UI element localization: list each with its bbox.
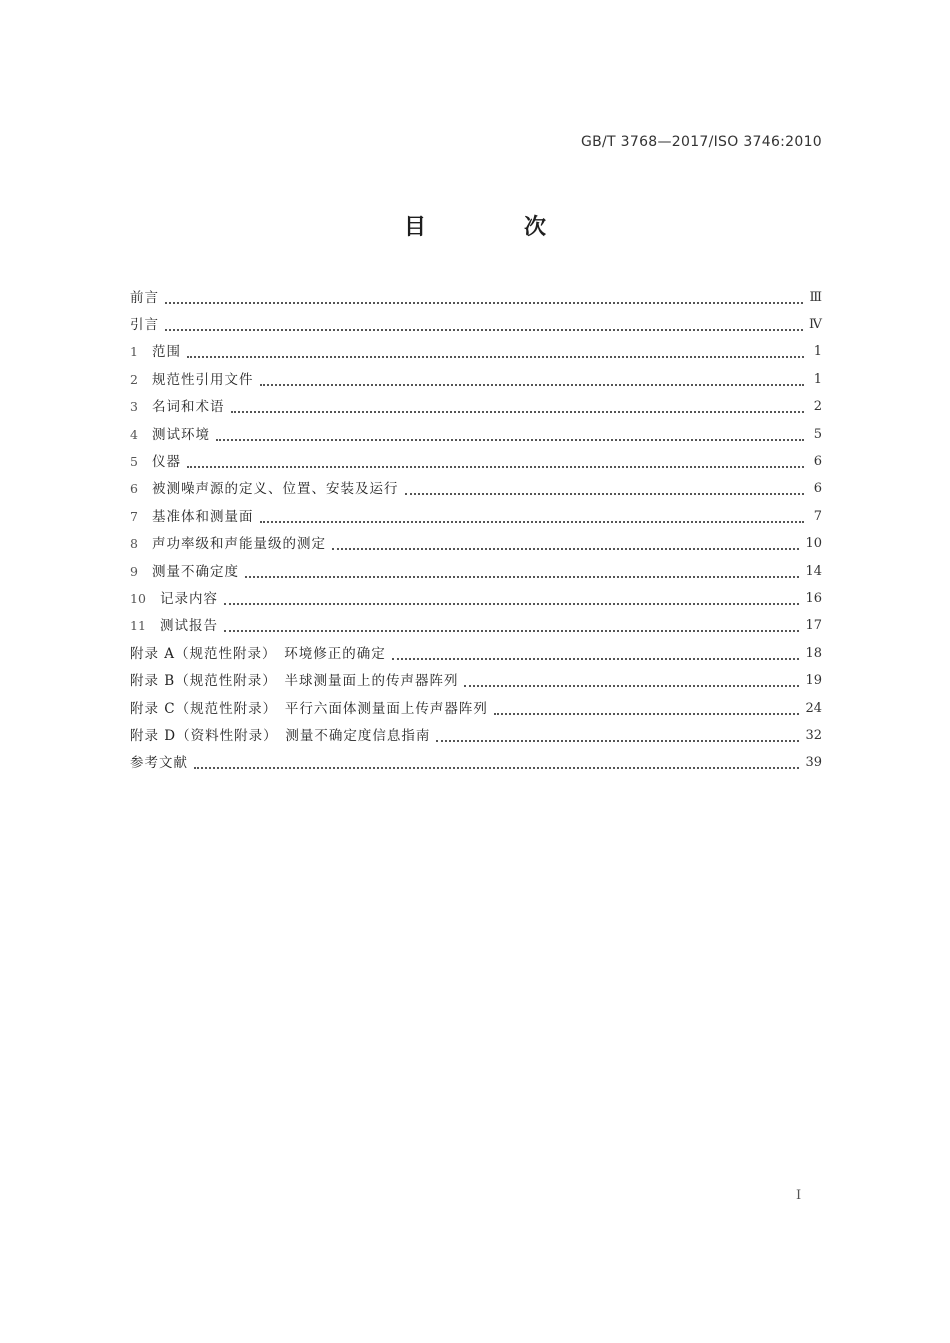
toc-entry-label: 前言: [130, 289, 159, 306]
toc-entry-label: 规范性引用文件: [152, 371, 254, 388]
toc-entry-page: 32: [805, 727, 822, 743]
toc-entry-page: Ⅳ: [809, 317, 822, 333]
toc-entry-page: 24: [805, 700, 822, 716]
dot-leader: [464, 683, 799, 687]
toc-entry-label: 名词和术语: [152, 399, 225, 416]
toc-entry-label: 测试环境: [152, 426, 210, 443]
dot-leader: [165, 327, 803, 331]
toc-entry-label: 测试报告: [160, 618, 218, 635]
toc-entry-number: 8: [130, 536, 138, 552]
toc-entry-annex-d[interactable]: [130, 722, 822, 749]
dot-leader: [332, 546, 799, 550]
table-of-contents: [130, 284, 822, 777]
toc-entry-10[interactable]: [130, 585, 822, 612]
toc-entry-label: 声功率级和声能量级的测定: [152, 536, 326, 553]
dot-leader: [392, 656, 800, 660]
toc-entry-number: 9: [130, 563, 138, 579]
toc-entry-page: 1: [813, 371, 822, 387]
toc-entry-page: 17: [805, 618, 822, 634]
toc-entry-label: 引言: [130, 317, 159, 334]
dot-leader: [224, 601, 799, 605]
page-number: I: [796, 1188, 802, 1203]
toc-entry-label: 基准体和测量面: [152, 508, 254, 525]
toc-entry-number: 11: [130, 618, 146, 634]
dot-leader: [231, 409, 805, 413]
toc-entry-label: 附录 D（资料性附录） 测量不确定度信息指南: [130, 727, 431, 744]
toc-entry-number: 2: [130, 371, 138, 387]
toc-entry-number: 1: [130, 344, 138, 360]
toc-entry-annex-a[interactable]: [130, 640, 822, 667]
toc-entry-page: 39: [805, 755, 822, 771]
toc-entry-5[interactable]: [130, 448, 822, 475]
toc-entry-9[interactable]: [130, 558, 822, 585]
toc-entry-page: 1: [813, 344, 822, 360]
toc-entry-11[interactable]: [130, 613, 822, 640]
toc-entry-label: 范围: [152, 344, 181, 361]
dot-leader: [405, 491, 805, 495]
toc-entry-page: 2: [813, 399, 822, 415]
toc-entry-label: 仪器: [152, 454, 181, 471]
dot-leader: [216, 437, 804, 441]
toc-entry-page: 14: [805, 563, 822, 579]
toc-entry-page: 10: [805, 536, 822, 552]
toc-entry-page: 6: [813, 481, 822, 497]
toc-entry-number: 10: [130, 590, 146, 606]
toc-entry-number: 3: [130, 399, 138, 415]
dot-leader: [436, 738, 799, 742]
toc-entry-preface[interactable]: [130, 284, 822, 311]
toc-entry-number: 7: [130, 508, 138, 524]
toc-entry-page: 7: [813, 508, 822, 524]
toc-entry-page: 18: [805, 645, 822, 661]
toc-entry-page: 6: [813, 454, 822, 470]
toc-entry-page: Ⅲ: [809, 289, 822, 305]
toc-entry-6[interactable]: [130, 476, 822, 503]
toc-entry-number: 5: [130, 454, 138, 470]
toc-entry-label: 参考文献: [130, 755, 188, 772]
toc-entry-page: 19: [805, 673, 822, 689]
dot-leader: [260, 519, 805, 523]
dot-leader: [194, 765, 799, 769]
toc-entry-annex-b[interactable]: [130, 667, 822, 694]
dot-leader: [245, 574, 799, 578]
dot-leader: [165, 300, 803, 304]
toc-entry-annex-c[interactable]: [130, 695, 822, 722]
dot-leader: [187, 464, 804, 468]
toc-entry-number: 6: [130, 481, 138, 497]
dot-leader: [187, 354, 804, 358]
toc-entry-introduction[interactable]: [130, 311, 822, 338]
toc-entry-1[interactable]: [130, 339, 822, 366]
toc-entry-bibliography[interactable]: [130, 750, 822, 777]
page-title: 目 次: [403, 215, 584, 240]
toc-entry-label: 记录内容: [160, 590, 218, 607]
toc-entry-label: 测量不确定度: [152, 563, 239, 580]
dot-leader: [494, 711, 800, 715]
toc-entry-label: 附录 A（规范性附录） 环境修正的确定: [130, 645, 386, 662]
standard-code: GB/T 3768—2017/ISO 3746:2010: [580, 134, 822, 150]
toc-entry-page: 16: [805, 590, 822, 606]
dot-leader: [224, 628, 799, 632]
toc-entry-page: 5: [813, 426, 822, 442]
toc-entry-number: 4: [130, 426, 138, 442]
toc-entry-7[interactable]: [130, 503, 822, 530]
dot-leader: [260, 382, 805, 386]
toc-entry-4[interactable]: [130, 421, 822, 448]
toc-entry-label: 被测噪声源的定义、位置、安装及运行: [152, 481, 399, 498]
toc-entry-8[interactable]: [130, 531, 822, 558]
toc-entry-label: 附录 C（规范性附录） 平行六面体测量面上传声器阵列: [130, 700, 488, 717]
toc-entry-2[interactable]: [130, 366, 822, 393]
toc-entry-label: 附录 B（规范性附录） 半球测量面上的传声器阵列: [130, 673, 459, 690]
toc-entry-3[interactable]: [130, 394, 822, 421]
